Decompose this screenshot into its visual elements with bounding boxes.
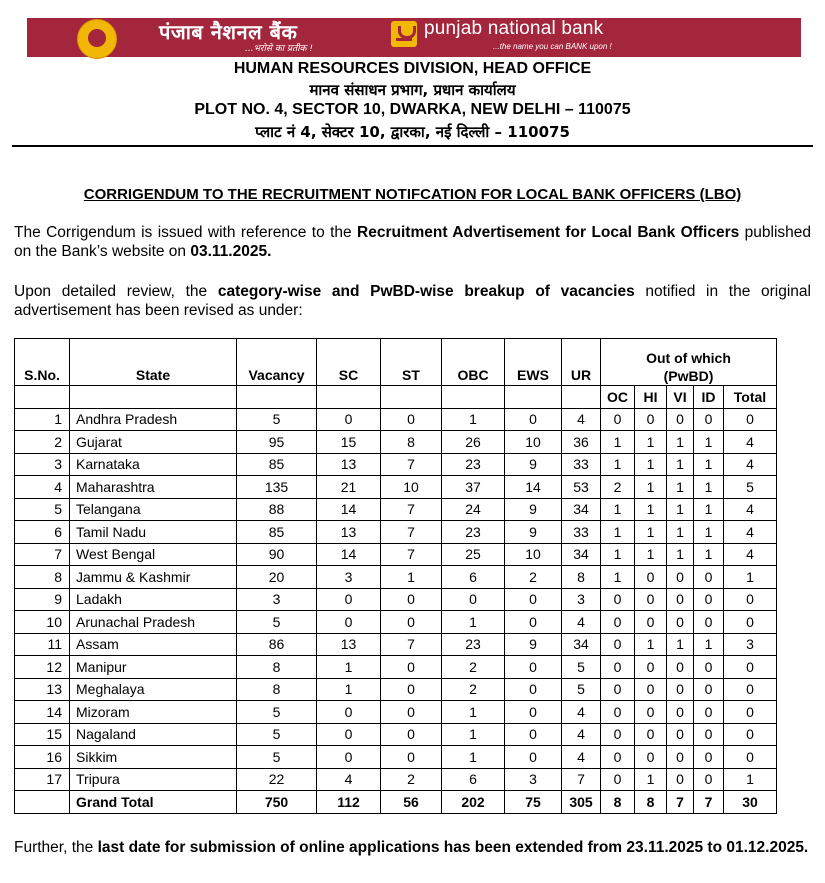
table-cell: 23 bbox=[442, 453, 505, 476]
table-cell: 1 bbox=[635, 521, 667, 544]
state-cell: Maharashtra bbox=[70, 476, 237, 499]
state-cell: Mizoram bbox=[70, 701, 237, 724]
header-ur: UR bbox=[562, 339, 601, 386]
table-cell: 0 bbox=[381, 746, 442, 769]
table-cell: 1 bbox=[694, 521, 724, 544]
table-cell: 2 bbox=[15, 431, 70, 454]
grand-total-cell: 750 bbox=[237, 791, 317, 814]
grand-total-cell: 7 bbox=[694, 791, 724, 814]
table-cell: 7 bbox=[381, 453, 442, 476]
table-cell: 135 bbox=[237, 476, 317, 499]
table-cell: 53 bbox=[562, 476, 601, 499]
state-cell: Gujarat bbox=[70, 431, 237, 454]
table-cell: 0 bbox=[724, 656, 777, 679]
table-cell: 1 bbox=[667, 521, 694, 544]
table-cell: 0 bbox=[381, 701, 442, 724]
table-cell: 2 bbox=[442, 678, 505, 701]
grand-total-cell: 30 bbox=[724, 791, 777, 814]
table-cell: 4 bbox=[724, 498, 777, 521]
table-cell: 33 bbox=[562, 453, 601, 476]
table-cell: 1 bbox=[442, 611, 505, 634]
table-cell: 7 bbox=[562, 768, 601, 791]
table-cell: 0 bbox=[505, 656, 562, 679]
table-cell: 9 bbox=[15, 588, 70, 611]
table-cell: 8 bbox=[562, 566, 601, 589]
table-cell: 3 bbox=[505, 768, 562, 791]
grand-total-cell: 75 bbox=[505, 791, 562, 814]
table-cell: 0 bbox=[381, 656, 442, 679]
table-cell: 1 bbox=[317, 656, 381, 679]
table-cell: 1 bbox=[381, 566, 442, 589]
table-cell: 4 bbox=[562, 611, 601, 634]
table-cell: 6 bbox=[15, 521, 70, 544]
table-row bbox=[15, 611, 777, 634]
table-cell: 4 bbox=[724, 431, 777, 454]
table-row bbox=[15, 476, 777, 499]
table-cell: 0 bbox=[694, 588, 724, 611]
table-cell: 13 bbox=[317, 633, 381, 656]
table-cell: 8 bbox=[237, 656, 317, 679]
table-cell: 0 bbox=[601, 768, 635, 791]
table-cell: 5 bbox=[562, 678, 601, 701]
table-cell: 2 bbox=[442, 656, 505, 679]
table-cell: 0 bbox=[505, 588, 562, 611]
table-cell: 21 bbox=[317, 476, 381, 499]
bank-banner bbox=[27, 18, 801, 57]
table-cell: 0 bbox=[505, 611, 562, 634]
table-row bbox=[15, 746, 777, 769]
table-cell: 4 bbox=[317, 768, 381, 791]
table-cell: 3 bbox=[562, 588, 601, 611]
brand-name-hindi: पंजाब नैशनल बैंक bbox=[159, 20, 298, 44]
state-cell: Nagaland bbox=[70, 723, 237, 746]
grand-total-cell: 112 bbox=[317, 791, 381, 814]
header-oc: OC bbox=[601, 386, 635, 409]
table-cell: 34 bbox=[562, 633, 601, 656]
table-cell: 16 bbox=[15, 746, 70, 769]
table-cell: 1 bbox=[442, 408, 505, 431]
table-cell: 1 bbox=[635, 498, 667, 521]
table-cell: 5 bbox=[15, 498, 70, 521]
tagline-english: ...the name you can BANK upon ! bbox=[493, 42, 612, 51]
table-cell: 0 bbox=[635, 678, 667, 701]
table-cell: 1 bbox=[635, 453, 667, 476]
table-cell: 1 bbox=[15, 408, 70, 431]
table-cell: 0 bbox=[381, 588, 442, 611]
table-cell: 0 bbox=[601, 746, 635, 769]
table-cell: 0 bbox=[694, 723, 724, 746]
table-row bbox=[15, 768, 777, 791]
state-cell: Telangana bbox=[70, 498, 237, 521]
table-cell: 0 bbox=[667, 701, 694, 724]
table-cell: 86 bbox=[237, 633, 317, 656]
office-address: PLOT NO. 4, SECTOR 10, DWARKA, NEW DELHI – 110075 bbox=[194, 101, 631, 118]
table-cell: 23 bbox=[442, 521, 505, 544]
header-vacancy: Vacancy bbox=[237, 339, 317, 386]
table-cell: 1 bbox=[317, 678, 381, 701]
table-cell: 0 bbox=[724, 746, 777, 769]
table-cell: 10 bbox=[505, 543, 562, 566]
table-row bbox=[15, 701, 777, 724]
grand-total-cell: 305 bbox=[562, 791, 601, 814]
table-cell: 0 bbox=[667, 723, 694, 746]
table-cell: 3 bbox=[724, 633, 777, 656]
state-cell: Tripura bbox=[70, 768, 237, 791]
table-cell: 0 bbox=[694, 701, 724, 724]
table-cell: 0 bbox=[442, 588, 505, 611]
table-cell: 0 bbox=[694, 656, 724, 679]
table-cell: 0 bbox=[317, 701, 381, 724]
table-cell: 4 bbox=[562, 408, 601, 431]
table-cell: 0 bbox=[381, 611, 442, 634]
table-cell: 9 bbox=[505, 521, 562, 544]
table-cell: 0 bbox=[667, 408, 694, 431]
table-cell: 90 bbox=[237, 543, 317, 566]
table-cell: 0 bbox=[317, 746, 381, 769]
document-title: CORRIGENDUM TO THE RECRUITMENT NOTIFCATION FOR LOCAL BANK OFFICERS (LBO) bbox=[83, 186, 742, 203]
table-cell: 85 bbox=[237, 521, 317, 544]
table-cell: 0 bbox=[317, 408, 381, 431]
table-cell: 0 bbox=[635, 656, 667, 679]
table-cell: 0 bbox=[381, 723, 442, 746]
table-cell: 0 bbox=[667, 768, 694, 791]
table-cell: 0 bbox=[724, 611, 777, 634]
table-cell: 4 bbox=[562, 746, 601, 769]
table-cell: 3 bbox=[15, 453, 70, 476]
table-cell: 11 bbox=[15, 633, 70, 656]
table-cell: 0 bbox=[694, 746, 724, 769]
table-cell: 0 bbox=[601, 633, 635, 656]
table-cell: 10 bbox=[15, 611, 70, 634]
table-cell: 1 bbox=[724, 768, 777, 791]
table-cell: 0 bbox=[667, 566, 694, 589]
table-row bbox=[15, 521, 777, 544]
table-cell: 23 bbox=[442, 633, 505, 656]
table-cell: 5 bbox=[562, 656, 601, 679]
table-cell: 1 bbox=[442, 746, 505, 769]
grand-total-cell: 7 bbox=[667, 791, 694, 814]
state-cell: Ladakh bbox=[70, 588, 237, 611]
table-cell: 1 bbox=[635, 768, 667, 791]
table-cell: 8 bbox=[237, 678, 317, 701]
table-cell: 0 bbox=[601, 588, 635, 611]
table-cell: 0 bbox=[724, 701, 777, 724]
table-cell: 95 bbox=[237, 431, 317, 454]
pnb-logo-icon bbox=[391, 21, 417, 47]
header-sc: SC bbox=[317, 339, 381, 386]
table-cell: 5 bbox=[237, 701, 317, 724]
table-cell: 0 bbox=[601, 678, 635, 701]
header-obc: OBC bbox=[442, 339, 505, 386]
table-cell: 7 bbox=[381, 498, 442, 521]
table-cell: 7 bbox=[381, 633, 442, 656]
table-cell: 0 bbox=[635, 566, 667, 589]
tagline-hindi: ...भरोसे का प्रतीक ! bbox=[245, 44, 313, 54]
table-cell: 37 bbox=[442, 476, 505, 499]
table-cell: 15 bbox=[317, 431, 381, 454]
table-row bbox=[15, 408, 777, 431]
table-cell: 15 bbox=[15, 723, 70, 746]
table-cell: 0 bbox=[601, 723, 635, 746]
table-cell: 0 bbox=[667, 588, 694, 611]
table-cell: 1 bbox=[694, 633, 724, 656]
table-cell: 1 bbox=[635, 431, 667, 454]
table-cell: 24 bbox=[442, 498, 505, 521]
table-cell: 1 bbox=[635, 543, 667, 566]
table-cell: 0 bbox=[317, 611, 381, 634]
table-cell: 9 bbox=[505, 633, 562, 656]
table-cell: 17 bbox=[15, 768, 70, 791]
table-cell: 0 bbox=[381, 408, 442, 431]
table-cell: 3 bbox=[317, 566, 381, 589]
table-row bbox=[15, 431, 777, 454]
table-cell: 2 bbox=[381, 768, 442, 791]
table-cell: 14 bbox=[15, 701, 70, 724]
header-divider bbox=[12, 145, 813, 147]
table-cell: 10 bbox=[381, 476, 442, 499]
header-vi: VI bbox=[667, 386, 694, 409]
state-cell: Arunachal Pradesh bbox=[70, 611, 237, 634]
table-row bbox=[15, 498, 777, 521]
table-cell: 1 bbox=[667, 431, 694, 454]
table-cell: 8 bbox=[15, 566, 70, 589]
table-cell: 0 bbox=[601, 656, 635, 679]
table-cell: 0 bbox=[724, 723, 777, 746]
brand-name-english: punjab national bank bbox=[424, 18, 604, 39]
table-cell: 0 bbox=[694, 408, 724, 431]
table-cell: 1 bbox=[667, 476, 694, 499]
table-cell: 88 bbox=[237, 498, 317, 521]
table-cell: 2 bbox=[505, 566, 562, 589]
header-st: ST bbox=[381, 339, 442, 386]
table-cell: 1 bbox=[694, 543, 724, 566]
table-cell: 0 bbox=[667, 656, 694, 679]
table-cell: 4 bbox=[562, 701, 601, 724]
header-pwbd-group bbox=[601, 339, 777, 386]
table-cell: 7 bbox=[381, 521, 442, 544]
footer-paragraph: Further, the last date for submission of online applications has been extended from 23.11.2025 to 01.12.2025. bbox=[14, 839, 809, 856]
table-cell: 36 bbox=[562, 431, 601, 454]
table-cell: 12 bbox=[15, 656, 70, 679]
office-address-hindi: प्लाट नं 4, सेक्टर 10, द्वारका, नई दिल्ली – 110075 bbox=[255, 123, 570, 141]
table-cell: 13 bbox=[317, 453, 381, 476]
table-cell: 1 bbox=[601, 543, 635, 566]
table-cell: 5 bbox=[724, 476, 777, 499]
table-cell: 85 bbox=[237, 453, 317, 476]
table-row bbox=[15, 566, 777, 589]
table-cell: 0 bbox=[635, 408, 667, 431]
table-cell: 13 bbox=[317, 521, 381, 544]
table-cell: 3 bbox=[237, 588, 317, 611]
table-cell: 4 bbox=[562, 723, 601, 746]
table-cell: 7 bbox=[15, 543, 70, 566]
header-ews: EWS bbox=[505, 339, 562, 386]
table-row bbox=[15, 543, 777, 566]
table-cell: 4 bbox=[15, 476, 70, 499]
table-cell: 14 bbox=[505, 476, 562, 499]
table-cell: 7 bbox=[381, 543, 442, 566]
grand-total-row bbox=[15, 791, 777, 814]
table-row bbox=[15, 656, 777, 679]
table-cell: 1 bbox=[694, 476, 724, 499]
table-cell: 9 bbox=[505, 453, 562, 476]
table-cell: 0 bbox=[694, 678, 724, 701]
table-cell: 6 bbox=[442, 566, 505, 589]
table-cell: 1 bbox=[601, 566, 635, 589]
header-sno: S.No. bbox=[15, 339, 70, 386]
table-cell: 0 bbox=[667, 678, 694, 701]
table-cell: 0 bbox=[635, 723, 667, 746]
state-cell: Karnataka bbox=[70, 453, 237, 476]
table-cell: 20 bbox=[237, 566, 317, 589]
table-row bbox=[15, 453, 777, 476]
table-cell: 33 bbox=[562, 521, 601, 544]
table-cell: 0 bbox=[724, 408, 777, 431]
table-cell: 1 bbox=[667, 453, 694, 476]
table-cell: 0 bbox=[505, 701, 562, 724]
vacancy-table bbox=[14, 338, 777, 814]
state-cell: Meghalaya bbox=[70, 678, 237, 701]
table-row bbox=[15, 678, 777, 701]
office-name: HUMAN RESOURCES DIVISION, HEAD OFFICE bbox=[233, 60, 592, 77]
table-row bbox=[15, 633, 777, 656]
table-cell: 0 bbox=[724, 678, 777, 701]
state-cell: Sikkim bbox=[70, 746, 237, 769]
table-cell: 5 bbox=[237, 408, 317, 431]
state-cell: Tamil Nadu bbox=[70, 521, 237, 544]
state-cell: Andhra Pradesh bbox=[70, 408, 237, 431]
table-cell: 1 bbox=[601, 498, 635, 521]
table-cell: 0 bbox=[505, 678, 562, 701]
intro-paragraph-2: Upon detailed review, the category-wise and PwBD-wise breakup of vacancies notified in the original advertisement has been revised as under: bbox=[14, 283, 811, 319]
table-cell: 26 bbox=[442, 431, 505, 454]
intro-paragraph-1: The Corrigendum is issued with reference to the Recruitment Advertisement for Local Bank Officers published on the Bank’s website on 03.11.2025. bbox=[14, 224, 811, 260]
table-cell: 0 bbox=[505, 408, 562, 431]
table-cell: 2 bbox=[601, 476, 635, 499]
table-cell: 5 bbox=[237, 746, 317, 769]
table-cell: 1 bbox=[635, 476, 667, 499]
table-cell: 4 bbox=[724, 521, 777, 544]
table-cell: 10 bbox=[505, 431, 562, 454]
table-cell: 1 bbox=[694, 498, 724, 521]
table-cell: 4 bbox=[724, 543, 777, 566]
table-cell: 1 bbox=[601, 453, 635, 476]
table-cell: 0 bbox=[667, 611, 694, 634]
table-cell: 0 bbox=[601, 611, 635, 634]
table-cell: 1 bbox=[601, 431, 635, 454]
table-cell: 0 bbox=[601, 408, 635, 431]
table-cell: 14 bbox=[317, 498, 381, 521]
header-id: ID bbox=[694, 386, 724, 409]
table-cell: 1 bbox=[635, 633, 667, 656]
table-cell: 0 bbox=[635, 701, 667, 724]
grand-total-label: Grand Total bbox=[70, 791, 237, 814]
table-cell: 1 bbox=[724, 566, 777, 589]
table-cell: 34 bbox=[562, 498, 601, 521]
table-cell: 0 bbox=[317, 723, 381, 746]
grand-total-cell: 8 bbox=[635, 791, 667, 814]
table-cell: 1 bbox=[694, 431, 724, 454]
table-cell: 8 bbox=[381, 431, 442, 454]
table-cell: 6 bbox=[442, 768, 505, 791]
table-cell: 1 bbox=[601, 521, 635, 544]
table-cell: 5 bbox=[237, 723, 317, 746]
table-cell: 0 bbox=[724, 588, 777, 611]
table-cell: 25 bbox=[442, 543, 505, 566]
table-cell: 0 bbox=[667, 746, 694, 769]
pnb-emblem-icon bbox=[77, 19, 117, 59]
table-cell: 0 bbox=[635, 588, 667, 611]
grand-total-cell: 56 bbox=[381, 791, 442, 814]
table-cell: 1 bbox=[694, 453, 724, 476]
table-row bbox=[15, 588, 777, 611]
header-total: Total bbox=[724, 386, 777, 409]
header-hi: HI bbox=[635, 386, 667, 409]
table-cell bbox=[15, 791, 70, 814]
table-cell: 0 bbox=[635, 746, 667, 769]
state-cell: Manipur bbox=[70, 656, 237, 679]
table-cell: 0 bbox=[381, 678, 442, 701]
office-name-hindi: मानव संसाधन प्रभाग, प्रधान कार्यालय bbox=[309, 81, 516, 99]
table-cell: 13 bbox=[15, 678, 70, 701]
table-cell: 34 bbox=[562, 543, 601, 566]
grand-total-cell: 8 bbox=[601, 791, 635, 814]
table-cell: 1 bbox=[667, 543, 694, 566]
pwbd-group-sublabel: (PwBD) bbox=[663, 368, 714, 384]
table-cell: 0 bbox=[505, 723, 562, 746]
grand-total-cell: 202 bbox=[442, 791, 505, 814]
table-cell: 9 bbox=[505, 498, 562, 521]
state-cell: Assam bbox=[70, 633, 237, 656]
header-state: State bbox=[70, 339, 237, 386]
table-cell: 22 bbox=[237, 768, 317, 791]
table-cell: 5 bbox=[237, 611, 317, 634]
table-cell: 1 bbox=[667, 633, 694, 656]
state-cell: West Bengal bbox=[70, 543, 237, 566]
table-cell: 4 bbox=[724, 453, 777, 476]
table-cell: 0 bbox=[694, 768, 724, 791]
table-row bbox=[15, 723, 777, 746]
table-cell: 0 bbox=[635, 611, 667, 634]
table-cell: 0 bbox=[694, 611, 724, 634]
table-cell: 1 bbox=[442, 701, 505, 724]
table-cell: 1 bbox=[442, 723, 505, 746]
table-cell: 14 bbox=[317, 543, 381, 566]
state-cell: Jammu & Kashmir bbox=[70, 566, 237, 589]
table-cell: 0 bbox=[694, 566, 724, 589]
table-cell: 0 bbox=[317, 588, 381, 611]
table-cell: 0 bbox=[505, 746, 562, 769]
table-cell: 0 bbox=[601, 701, 635, 724]
table-cell: 1 bbox=[667, 498, 694, 521]
pwbd-group-label: Out of which bbox=[646, 350, 731, 366]
